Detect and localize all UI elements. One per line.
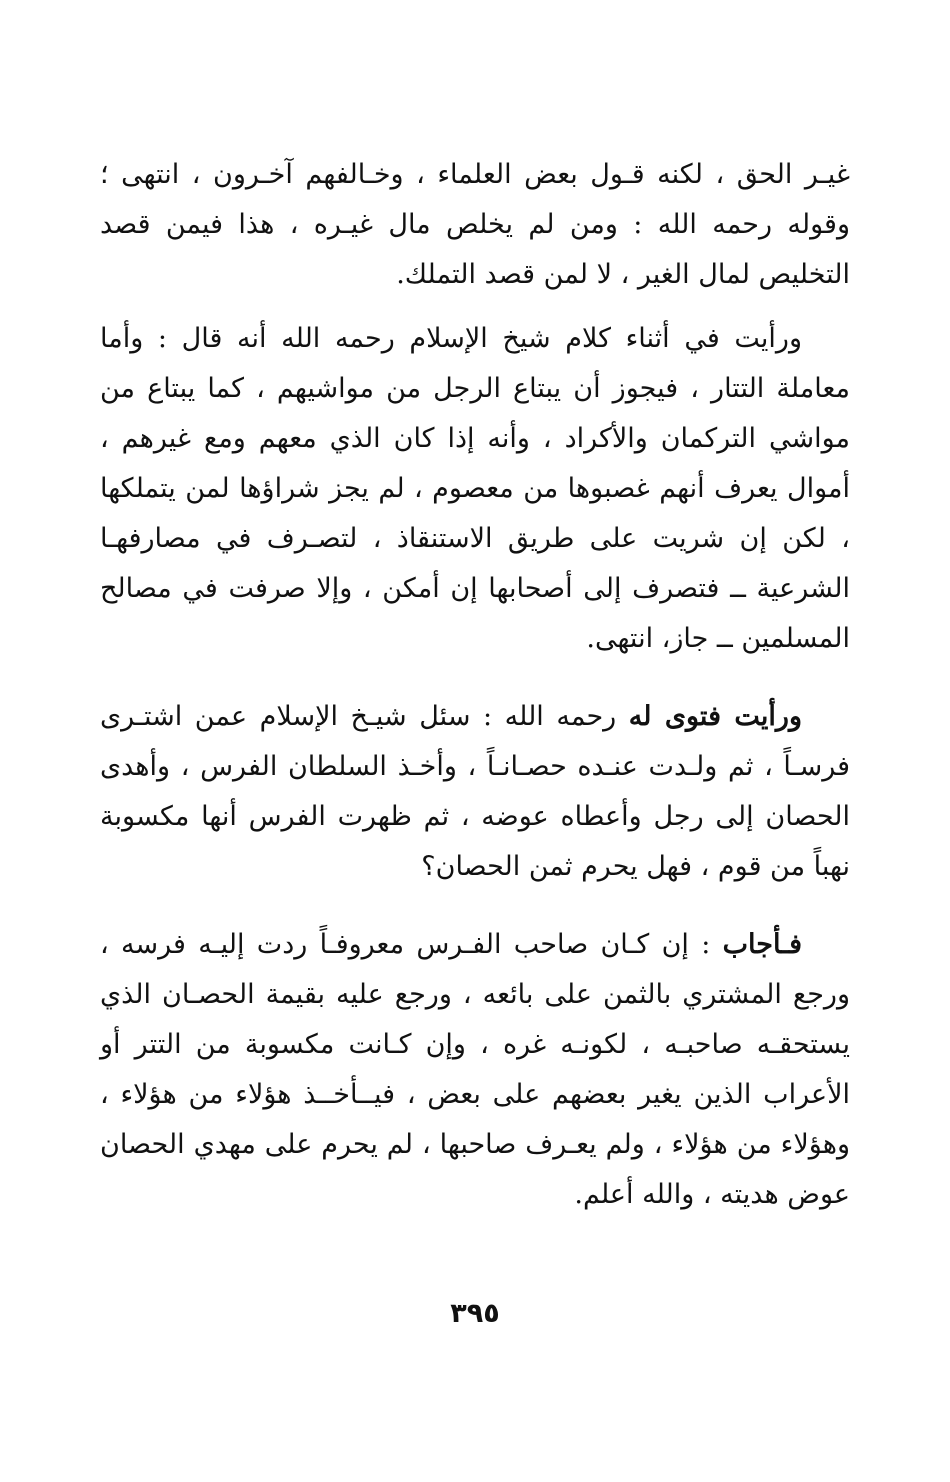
paragraph-4 [100,920,850,1220]
paragraph-3-lead: ورأيت فتوى له [628,701,802,732]
paragraph-3 [100,692,850,892]
paragraph-1 [100,150,850,300]
paragraph-2 [100,314,850,664]
paragraph-2-text: ورأيت في أثناء كلام شيخ الإسلام رحمه الله أنه قال : وأما معاملة التتار ، فيجوز أن يبتاع الرجل من مواشيهم ، كما يبتاع من مواشي التركمان والأكراد ، وأنه إذا كان الذي معهم ومع غيرهم ، أموال يعرف أنهم غصبوها من معصوم ، لم يجز شراؤها لمن يتملكها ، لكن إن شريت على طريق الاستنقاذ ، لتصـرف في مصارفهـا الشرعية ــ فتصرف إلى أصحابها إن أمكن ، وإلا صرفت في مصالح المسلمين ــ جاز، انتهى. [100,323,850,654]
page-body [100,150,850,1220]
page-number: ٣٩٥ [450,1298,500,1329]
paragraph-1-text: غيـر الحق ، لكنه قـول بعض العلماء ، وخـالفهم آخـرون ، انتهى ؛ وقوله رحمه الله : ومن لم يخلص مال غيـره ، هذا فيمن قصد التخليص لمال الغير ، لا لمن قصد التملك. [100,159,850,290]
paragraph-4-lead: فـأجاب [722,929,802,960]
paragraph-4-text: : إن كـان صاحب الفـرس معروفـاً ردت إليـه فرسه ، ورجع المشتري بالثمن على بائعه ، ورجع عليه بقيمة الحصـان الذي يستحقـه صاحبـه ، لكونـه غره ، وإن كـانت مكسوبة من التتر أو الأعراب الذين يغير بعضهم على بعض ، فيــأخــذ هؤلاء من هؤلاء ، وهؤلاء من هؤلاء ، ولم يعـرف صاحبها ، لم يحرم على مهدي الحصان عوض هديته ، والله أعلم. [100,929,850,1210]
paragraph-3-text: رحمه الله : سئل شيـخ الإسلام عمن اشتـرى فرسـاً ، ثم ولـدت عنـده حصـانـاً ، وأخـذ السلطان الفرس ، وأهدى الحصان إلى رجل وأعطاه عوضه ، ثم ظهرت الفرس أنها مكسوبة نهباً من قوم ، فهل يحرم ثمن الحصان؟ [100,701,850,882]
